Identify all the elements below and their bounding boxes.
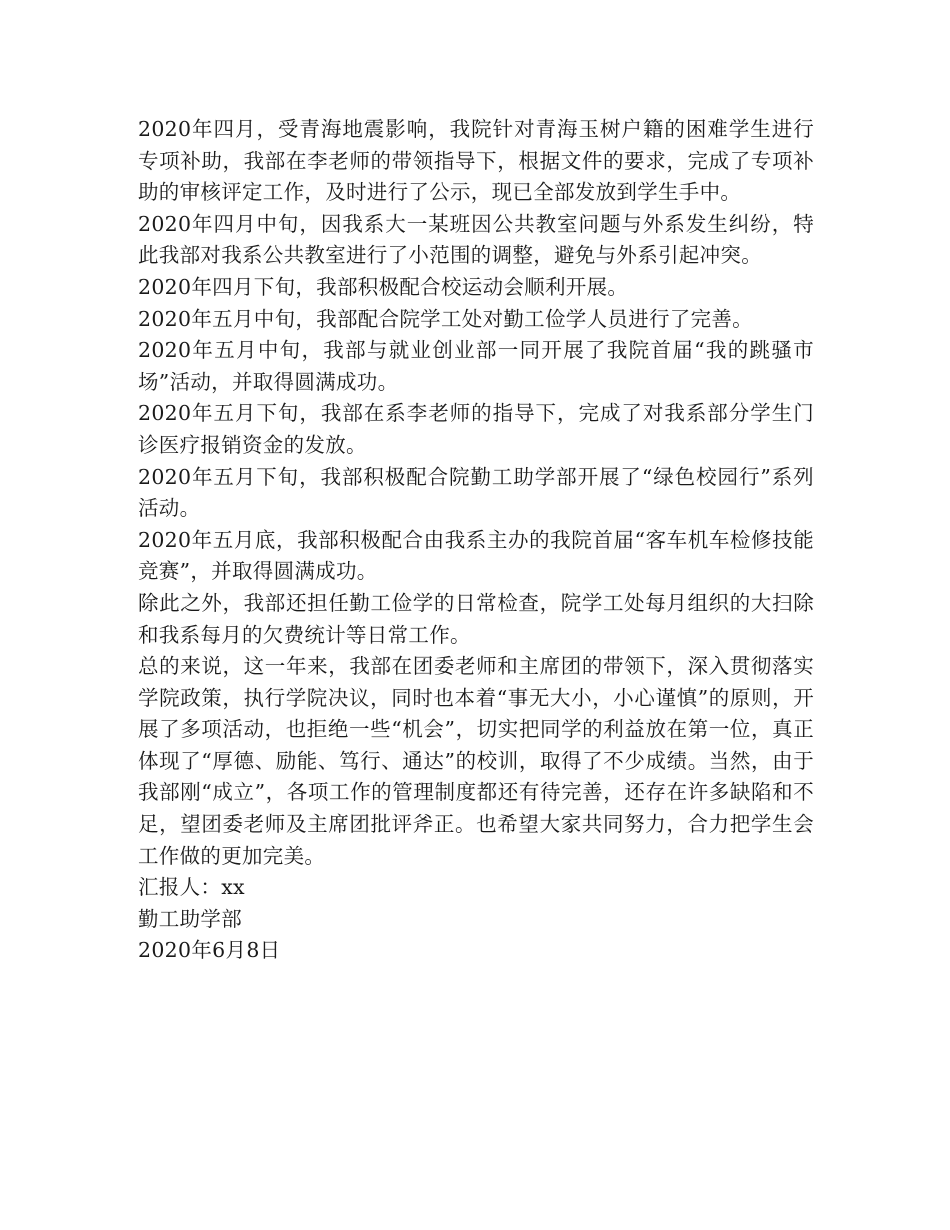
summary-paragraph: 总的来说，这一年来，我部在团委老师和主席团的带领下，深入贯彻落实学院政策，执行学院决议，同时也本着“事无大小，小心谨慎”的原则，开展了多项活动，也拒绝一些“机会”，切实把同学的利益放在第一位，真正体现了“厚德、励能、笃行、通达”的校训，取得了不少成绩。当然，由于我部刚“成立”，各项工作的管理制度都还有待完善，还存在许多缺陷和不足，望团委老师及主席团批评斧正。也希望大家共同努力，合力把学生会工作做的更加完美。 [138,654,814,868]
department-line: 勤工助学部 [138,906,242,931]
date-line: 2020年6月8日 [138,938,281,963]
paragraph: 2020年四月，受青海地震影响，我院针对青海玉树户籍的困难学生进行专项补助，我部在李老师的带领指导下，根据文件的要求，完成了专项补助的审核评定工作，及时进行了公示，现已全部发放到学生手中。 [138,117,814,205]
paragraph: 除此之外，我部还担任勤工俭学的日常检查，院学工处每月组织的大扫除和我系每月的欠费统计等日常工作。 [138,590,814,647]
paragraph: 2020年五月底，我部积极配合由我系主办的我院首届“客车机车检修技能竞赛”，并取得圆满成功。 [138,527,814,584]
paragraph: 2020年四月中旬，因我系大一某班因公共教室问题与外系发生纠纷，特此我部对我系公共教室进行了小范围的调整，避免与外系引起冲突。 [138,211,814,268]
reporter-line: 汇报人：xx [138,875,245,900]
paragraph: 2020年五月中旬，我部与就业创业部一同开展了我院首届“我的跳骚市场”活动，并取得圆满成功。 [138,338,814,394]
document-body [138,114,814,967]
paragraph: 2020年五月下旬，我部积极配合院勤工助学部开展了“绿色校园行”系列活动。 [138,464,814,521]
paragraph: 2020年四月下旬，我部积极配合校运动会顺利开展。 [138,274,629,299]
paragraph: 2020年五月中旬，我部配合院学工处对勤工俭学人员进行了完善。 [138,306,753,331]
paragraph: 2020年五月下旬，我部在系李老师的指导下，完成了对我系部分学生门诊医疗报销资金的发放。 [138,401,814,457]
